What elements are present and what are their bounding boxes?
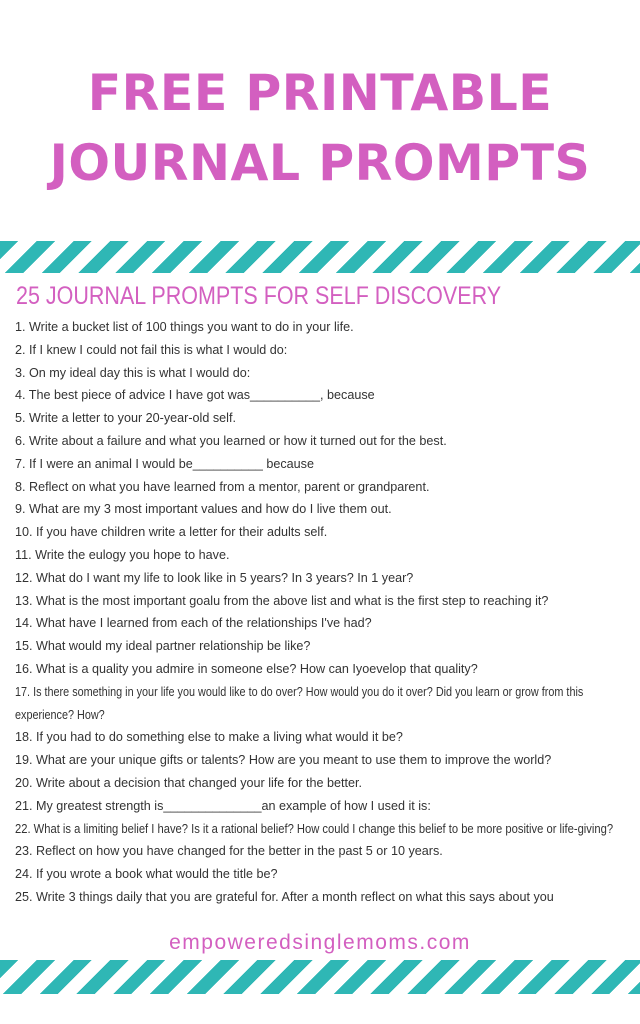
top-stripe-divider xyxy=(0,241,640,273)
prompt-item: 15. What would my ideal partner relationship be like? xyxy=(15,639,311,654)
prompt-item: 19. What are your unique gifts or talents? How are you meant to use them to improve the world? xyxy=(15,753,552,768)
prompt-item: 24. If you wrote a book what would the title be? xyxy=(15,867,278,882)
prompt-item: 20. Write about a decision that changed your life for the better. xyxy=(15,775,363,790)
prompt-item: 1. Write a bucket list of 100 things you want to do in your life. xyxy=(15,320,354,334)
prompt-item: 6. Write about a failure and what you learned or how it turned out for the best. xyxy=(15,433,447,448)
section-subtitle: 25 JOURNAL PROMPTS FOR SELF DISCOVERY xyxy=(16,282,502,310)
prompt-item: 10. If you have children write a letter for their adults self. xyxy=(15,525,328,540)
prompt-item: 3. On my ideal day this is what I would do: xyxy=(15,365,251,380)
prompt-item: 16. What is a quality you admire in someone else? How can Iyoevelop that quality? xyxy=(15,661,478,676)
prompt-item: 25. Write 3 things daily that you are grateful for. After a month reflect on what this says about you xyxy=(15,889,554,904)
title-line-1: FREE PRINTABLE xyxy=(87,64,553,122)
title-line-2: JOURNAL PROMPTS xyxy=(49,134,591,192)
prompt-item: 13. What is the most important goalu from the above list and what is the first step to reaching it? xyxy=(15,593,549,608)
prompt-item: 21. My greatest strength is______________an example of how I used it is: xyxy=(15,798,431,813)
prompt-item: 9. What are my 3 most important values and how do I live them out. xyxy=(15,502,392,517)
page-title xyxy=(0,58,640,198)
prompt-item: 17. Is there something in your life you would like to do over? How would you do it over? Did you learn or grow from this experience? How? xyxy=(15,684,584,722)
bottom-stripe-divider xyxy=(0,960,640,994)
prompt-item: 11. Write the eulogy you hope to have. xyxy=(15,547,230,562)
prompt-item: 4. The best piece of advice I have got was__________, because xyxy=(15,388,375,403)
prompt-item: 5. Write a letter to your 20-year-old self. xyxy=(15,411,236,426)
prompt-list xyxy=(15,316,613,909)
prompt-item: 12. What do I want my life to look like in 5 years? In 3 years? In 1 year? xyxy=(15,570,414,585)
prompt-item: 14. What have I learned from each of the relationships I've had? xyxy=(15,616,372,631)
website-url: empoweredsinglemoms.com xyxy=(169,931,471,954)
prompt-item: 23. Reflect on how you have changed for the better in the past 5 or 10 years. xyxy=(15,844,443,859)
prompt-item: 18. If you had to do something else to make a living what would it be? xyxy=(15,730,403,745)
prompt-item: 22. What is a limiting belief I have? Is it a rational belief? How could I change this belief to be more positive or life-giving? xyxy=(15,821,614,836)
prompt-item: 7. If I were an animal I would be__________ because xyxy=(15,456,314,471)
prompt-item: 2. If I knew I could not fail this is what I would do: xyxy=(15,342,288,357)
prompt-item: 8. Reflect on what you have learned from a mentor, parent or grandparent. xyxy=(15,479,430,494)
